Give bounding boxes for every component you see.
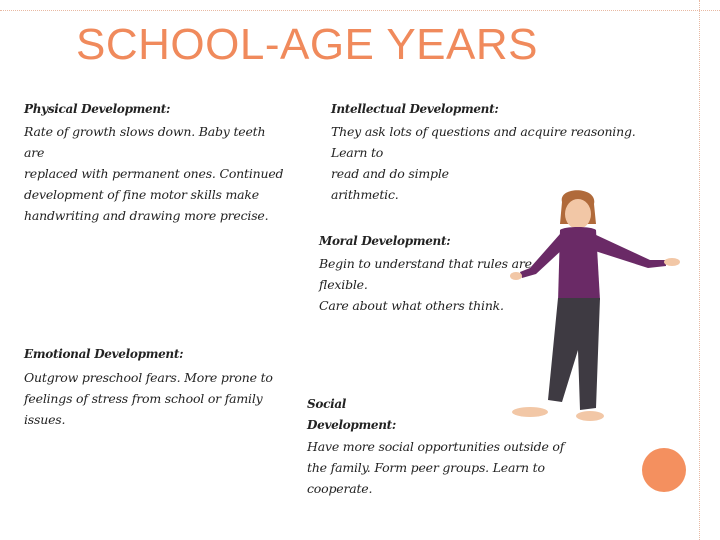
child-foot-left: [512, 407, 548, 417]
social-heading: [307, 394, 396, 436]
slide-frame-top: [0, 10, 720, 11]
social-heading-line: Social: [307, 397, 347, 411]
intellectual-body: [331, 121, 671, 184]
intellectual-line: arithmetic.: [331, 187, 399, 202]
emotional-heading: Emotional Development:: [24, 347, 184, 361]
child-hand-right: [664, 258, 680, 266]
physical-line: handwriting and drawing more precise.: [24, 208, 269, 223]
social-heading-line: Development:: [307, 418, 397, 432]
moral-heading: Moral Development:: [319, 234, 451, 248]
slide-title: SCHOOL-AGE YEARS: [76, 20, 538, 69]
decorative-circle: [642, 448, 686, 492]
physical-line: replaced with permanent ones. Continued: [24, 166, 284, 181]
moral-line: Care about what others think.: [319, 298, 504, 313]
moral-line: Begin to understand that rules are flexible.: [319, 256, 532, 292]
intellectual-line: read and do simple: [331, 166, 449, 181]
physical-line: development of fine motor skills make: [24, 187, 259, 202]
intellectual-heading: Intellectual Development:: [331, 102, 499, 116]
social-line: Have more social opportunities outside of: [307, 439, 565, 454]
moral-body: [319, 253, 579, 316]
child-foot-right: [576, 411, 604, 421]
intellectual-line: They ask lots of questions and acquire reasoning. Learn to: [331, 124, 636, 160]
emotional-line: feelings of stress from school or family issues.: [24, 391, 263, 427]
emotional-body: [24, 367, 294, 430]
social-line: the family. Form peer groups. Learn to cooperate.: [307, 460, 545, 496]
physical-line: Rate of growth slows down. Baby teeth are: [24, 124, 266, 160]
physical-heading: Physical Development:: [24, 102, 171, 116]
physical-body: [24, 121, 284, 226]
child-face: [565, 199, 591, 229]
child-arm-right: [592, 234, 666, 268]
social-body: [307, 436, 607, 499]
emotional-line: Outgrow preschool fears. More prone to: [24, 370, 273, 385]
